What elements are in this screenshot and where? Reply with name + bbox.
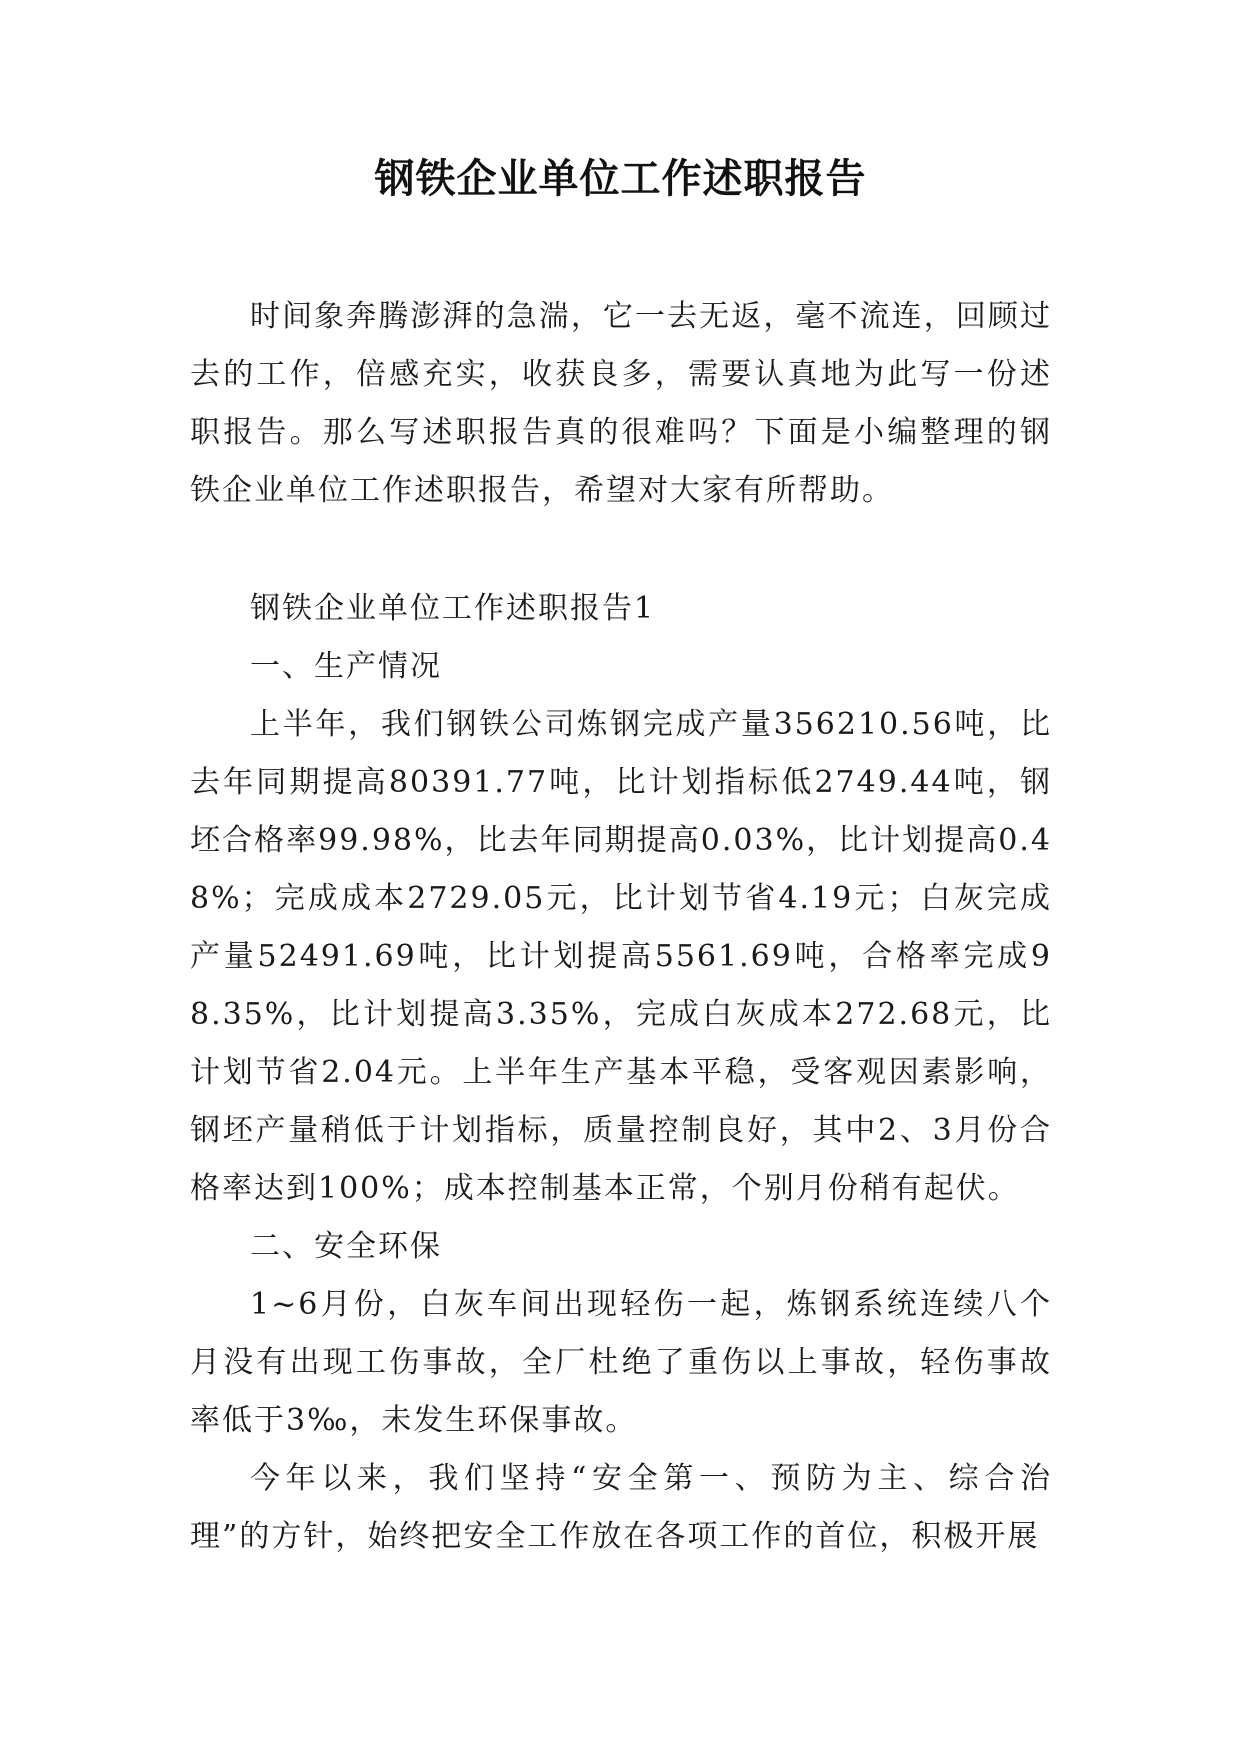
production-paragraph: 上半年，我们钢铁公司炼钢完成产量356210.56吨，比去年同期提高80391.77吨，比计划指标低2749.44吨，钢坯合格率99.98%，比去年同期提高0.03%，比计划提高0.48%；完成成本2729.05元，比计划节省4.19元；白灰完成产量52491.69吨，比计划提高5561.69吨，合格率完成98.35%，比计划提高3.35%，完成白灰成本272.68元，比计划节省2.04元。上半年生产基本平稳，受客观因素影响，钢坯产量稍低于计划指标，质量控制良好，其中2、3月份合格率达到100%；成本控制基本正常，个别月份稍有起伏。 xyxy=(190,707,1052,1206)
report-body xyxy=(190,580,1052,1566)
safety-policy-paragraph: 今年以来，我们坚持“安全第一、预防为主、综合治理”的方针，始终把安全工作放在各项工作的首位，积极开展 xyxy=(190,1461,1052,1554)
intro-section xyxy=(190,288,1052,520)
report-heading: 钢铁企业单位工作述职报告1 xyxy=(250,591,656,626)
safety-paragraph: 1~6月份，白灰车间出现轻伤一起，炼钢系统连续八个月没有出现工伤事故，全厂杜绝了重伤以上事故，轻伤事故率低于3‰，未发生环保事故。 xyxy=(190,1287,1052,1438)
intro-paragraph: 时间象奔腾澎湃的急湍，它一去无返，毫不流连，回顾过去的工作，倍感充实，收获良多，需要认真地为此写一份述职报告。那么写述职报告真的很难吗？下面是小编整理的钢铁企业单位工作述职报告，希望对大家有所帮助。 xyxy=(190,299,1052,508)
section-heading-production: 一、生产情况 xyxy=(250,649,442,684)
section-heading-safety: 二、安全环保 xyxy=(250,1229,442,1264)
document-title: 钢铁企业单位工作述职报告 xyxy=(374,155,867,202)
